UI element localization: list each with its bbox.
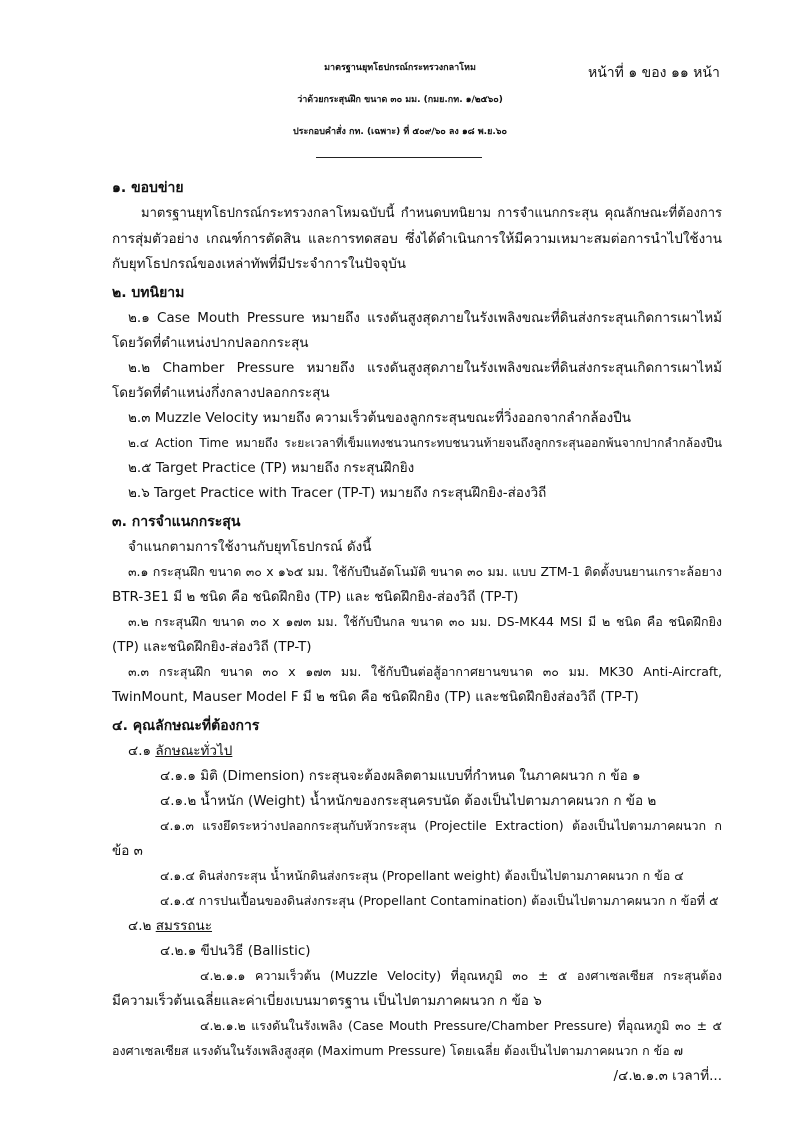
classification-3-2-line-1: ๓.๒ กระสุนฝึก ขนาด ๓๐ x ๑๗๓ มม. ใช้กับปืนกล ขนาด ๓๐ มม. DS-MK44 MSI มี ๒ ชนิด คือ ชนิดฝึกยิง (128, 614, 722, 629)
classification-3-3-line-1: ๓.๓ กระสุนฝึก ขนาด ๓๐ x ๑๗๓ มม. ใช้กับปืนต่อสู้อากาศยานขนาด ๓๐ มม. MK30 Anti-Aircraft, (128, 664, 722, 679)
section-heading-scope: ๑. ขอบข่าย (112, 180, 184, 196)
definition-2-2-line-1: ๒.๒ Chamber Pressure หมายถึง แรงดันสูงสุดภายในรังเพลิงขณะที่ดินส่งกระสุนเกิดการเผาไหม้ (128, 360, 722, 376)
section-heading-classification: ๓. การจำแนกกระสุน (112, 514, 241, 530)
section-heading-requirements: ๔. คุณลักษณะที่ต้องการ (112, 718, 260, 734)
classification-3-1-line-1: ๓.๑ กระสุนฝึก ขนาด ๓๐ x ๑๖๕ มม. ใช้กับปืนอัตโนมัติ ขนาด ๓๐ มม. แบบ ZTM-1 ติดตั้งบนยานเกราะล้อยาง (128, 564, 722, 579)
document-title-line-2: ว่าด้วยกระสุนฝึก ขนาด ๓๐ มม. (กมย.กท. ๑/๒๕๖๐) (297, 95, 503, 105)
definition-2-4: ๒.๔ Action Time หมายถึง ระยะเวลาที่เข็มแทงชนวนกระทบชนวนท้ายจนถึงลูกกระสุนออกพ้นจากปากลำกล้องปืน (128, 436, 722, 450)
classification-3-2-line-2: (TP) และชนิดฝึกยิง-ส่องวิถี (TP-T) (112, 639, 312, 655)
definition-2-6: ๒.๖ Target Practice with Tracer (TP-T) หมายถึง กระสุนฝึกยิง-ส่องวิถี (128, 485, 547, 501)
definition-2-5: ๒.๕ Target Practice (TP) หมายถึง กระสุนฝึกยิง (128, 460, 415, 476)
subsection-number: ๔.๑ (128, 743, 152, 759)
requirement-4-1-3-line-2: ข้อ ๓ (112, 843, 143, 859)
requirement-4-1-2: ๔.๑.๒ น้ำหนัก (Weight) น้ำหนักของกระสุนครบนัด ต้องเป็นไปตามภาคผนวก ก ข้อ ๒ (160, 793, 657, 809)
requirement-4-1-4: ๔.๑.๔ ดินส่งกระสุน น้ำหนักดินส่งกระสุน (Propellant weight) ต้องเป็นไปตามภาคผนวก ก ข้อ ๔ (160, 868, 684, 883)
definition-2-1-line-1: ๒.๑ Case Mouth Pressure หมายถึง แรงดันสูงสุดภายในรังเพลิงขณะที่ดินส่งกระสุนเกิดการเผาไหม้ (128, 310, 722, 326)
page-number: หน้าที่ ๑ ของ ๑๑ หน้า (588, 65, 720, 81)
definition-2-1-line-2: โดยวัดที่ตำแหน่งปากปลอกกระสุน (112, 335, 309, 351)
document-title-line-3: ประกอบคำสั่ง กท. (เฉพาะ) ที่ ๕๐๙/๖๐ ลง ๑๘ พ.ย.๖๐ (292, 127, 508, 137)
scope-text-line-1: มาตรฐานยุทโธปกรณ์กระทรวงกลาโหมฉบับนี้ กำหนดบทนิยาม การจำแนกกระสุน คุณลักษณะที่ต้องการ (141, 206, 722, 221)
requirement-4-2-1-2-line-2: องศาเซลเซียส แรงดันในรังเพลิงสูงสุด (Maximum Pressure) โดยเฉลี่ย ต้องเป็นไปตามภาคผนวก ก ข้อ ๗ (112, 1043, 684, 1058)
subsection-title: ลักษณะทั่วไป (155, 743, 233, 759)
definition-2-2-line-2: โดยวัดที่ตำแหน่งกึ่งกลางปลอกกระสุน (112, 385, 330, 401)
scope-text-line-2: การสุ่มตัวอย่าง เกณฑ์การตัดสิน และการทดสอบ ซึ่งได้ดำเนินการให้มีความเหมาะสมต่อการนำไปใช้งาน (112, 231, 722, 247)
classification-intro: จำแนกตามการใช้งานกับยุทโธปกรณ์ ดังนี้ (128, 539, 372, 555)
requirement-4-1-5: ๔.๑.๕ การปนเปื้อนของดินส่งกระสุน (Propellant Contamination) ต้องเป็นไปตามภาคผนวก ก ข้อที่ ๕ (160, 893, 719, 908)
subsection-number: ๔.๒ (128, 918, 152, 934)
subsection-performance (128, 916, 212, 936)
title-divider (316, 157, 482, 158)
requirement-4-2-1-1-line-1: ๔.๒.๑.๑ ความเร็วต้น (Muzzle Velocity) ที่อุณหภูมิ ๓๐ ± ๕ องศาเซลเซียส กระสุนต้อง (200, 968, 722, 983)
subsection-general (128, 741, 232, 761)
definition-2-3: ๒.๓ Muzzle Velocity หมายถึง ความเร็วต้นของลูกกระสุนขณะที่วิ่งออกจากลำกล้องปืน (128, 410, 632, 426)
section-heading-definitions: ๒. บทนิยาม (112, 285, 185, 301)
classification-3-1-line-2: BTR-3E1 มี ๒ ชนิด คือ ชนิดฝึกยิง (TP) และ ชนิดฝึกยิง-ส่องวิถี (TP-T) (112, 589, 519, 605)
requirement-4-2-1-1-line-2: มีความเร็วต้นเฉลี่ยและค่าเบี่ยงเบนมาตรฐาน เป็นไปตามภาคผนวก ก ข้อ ๖ (112, 993, 542, 1009)
scope-text-line-3: กับยุทโธปกรณ์ของเหล่าทัพที่มีประจำการในปัจจุบัน (112, 256, 407, 272)
subsection-title: สมรรถนะ (155, 918, 213, 934)
requirement-4-2-1: ๔.๒.๑ ขีปนวิธี (Ballistic) (160, 943, 311, 959)
document-title-line-1: มาตรฐานยุทโธปกรณ์กระทรวงกลาโหม (324, 63, 476, 73)
requirement-4-1-1: ๔.๑.๑ มิติ (Dimension) กระสุนจะต้องผลิตตามแบบที่กำหนด ในภาคผนวก ก ข้อ ๑ (160, 768, 641, 784)
requirement-4-1-3-line-1: ๔.๑.๓ แรงยึดระหว่างปลอกกระสุนกับหัวกระสุน (Projectile Extraction) ต้องเป็นไปตามภาคผนวก ก (160, 818, 722, 833)
classification-3-3-line-2: TwinMount, Mauser Model F มี ๒ ชนิด คือ ชนิดฝึกยิง (TP) และชนิดฝึกยิงส่องวิถี (TP-T) (112, 689, 639, 705)
requirement-4-2-1-2-line-1: ๔.๒.๑.๒ แรงดันในรังเพลิง (Case Mouth Pressure/Chamber Pressure) ที่อุณหภูมิ ๓๐ ± ๕ (200, 1018, 722, 1033)
continuation-note: /๔.๒.๑.๓ เวลาที่... (613, 1068, 722, 1084)
